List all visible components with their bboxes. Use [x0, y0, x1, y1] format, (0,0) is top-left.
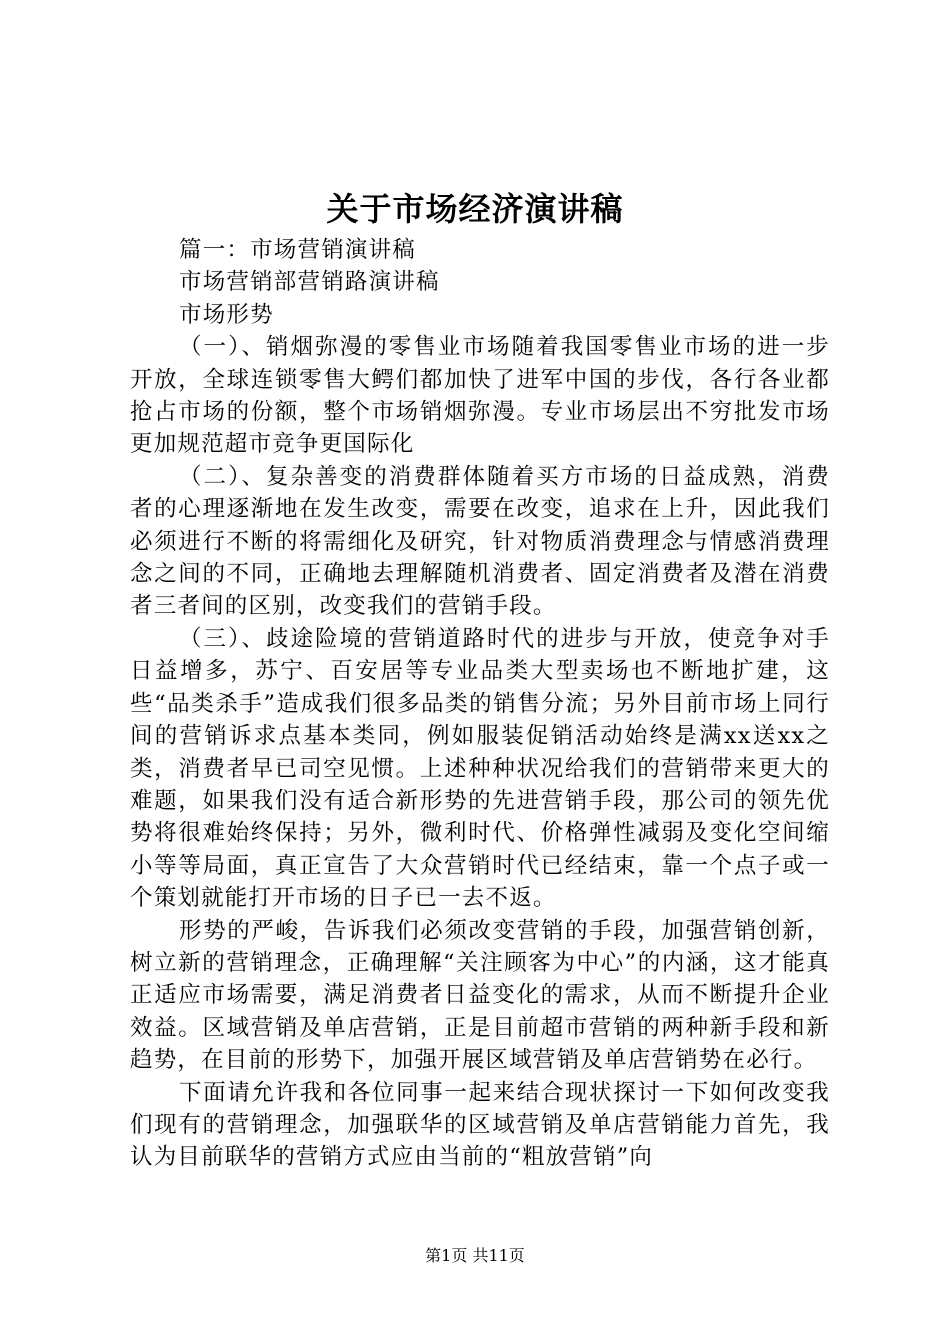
paragraph: 下面请允许我和各位同事一起来结合现状探讨一下如何改变我们现有的营销理念，加强联华的区域营销及单店营销能力首先，我认为目前联华的营销方式应由当前的“粗放营销”向 — [130, 1079, 830, 1171]
paragraph: 形势的严峻，告诉我们必须改变营销的手段，加强营销创新，树立新的营销理念，正确理解“关注顾客为中心”的内涵，这才能真正适应市场需要，满足消费者日益变化的需求，从而不断提升企业效益。区域营销及单店营销，正是目前超市营销的两种新手段和新趋势，在目前的形势下，加强开展区域营销及单店营销势在必行。 — [130, 917, 830, 1074]
subheading: 市场形势 — [179, 301, 274, 328]
document-body — [130, 234, 830, 1174]
document-title: 关于市场经济演讲稿 — [326, 190, 624, 228]
paragraph: （三）、歧途险境的营销道路时代的进步与开放，使竞争对手日益增多，苏宁、百安居等专业品类大型卖场也不断地扩建，这些“品类杀手”造成我们很多品类的销售分流；另外目前市场上同行间的营销诉求点基本类同，例如服装促销活动始终是满xx送xx之类，消费者早已司空见惯。上述种种状况给我们的营销带来更大的难题，如果我们没有适合新形势的先进营销手段，那公司的领先优势将很难始终保持；另外，微利时代、价格弹性减弱及变化空间缩小等等局面，真正宣告了大众营销时代已经结束，靠一个点子或一个策划就能打开市场的日子已一去不返。 — [130, 625, 830, 912]
page-footer: 第1页 共11页 — [425, 1246, 525, 1265]
paragraph: （一）、销烟弥漫的零售业市场随着我国零售业市场的进一步开放，全球连锁零售大鳄们都加快了进军中国的步伐，各行各业都抢占市场的份额，整个市场销烟弥漫。专业市场层出不穷批发市场更加规范超市竞争更国际化 — [130, 334, 830, 458]
section-heading: 篇一：市场营销演讲稿 — [179, 237, 417, 263]
subtitle: 市场营销部营销路演讲稿 — [179, 269, 440, 296]
paragraph: （二）、复杂善变的消费群体随着买方市场的日益成熟，消费者的心理逐渐地在发生改变，需要在改变，追求在上升，因此我们必须进行不断的将需细化及研究，针对物质消费理念与情感消费理念之间的不同，正确地去理解随机消费者、固定消费者及潜在消费者三者间的区别，改变我们的营销手段。 — [130, 463, 830, 620]
